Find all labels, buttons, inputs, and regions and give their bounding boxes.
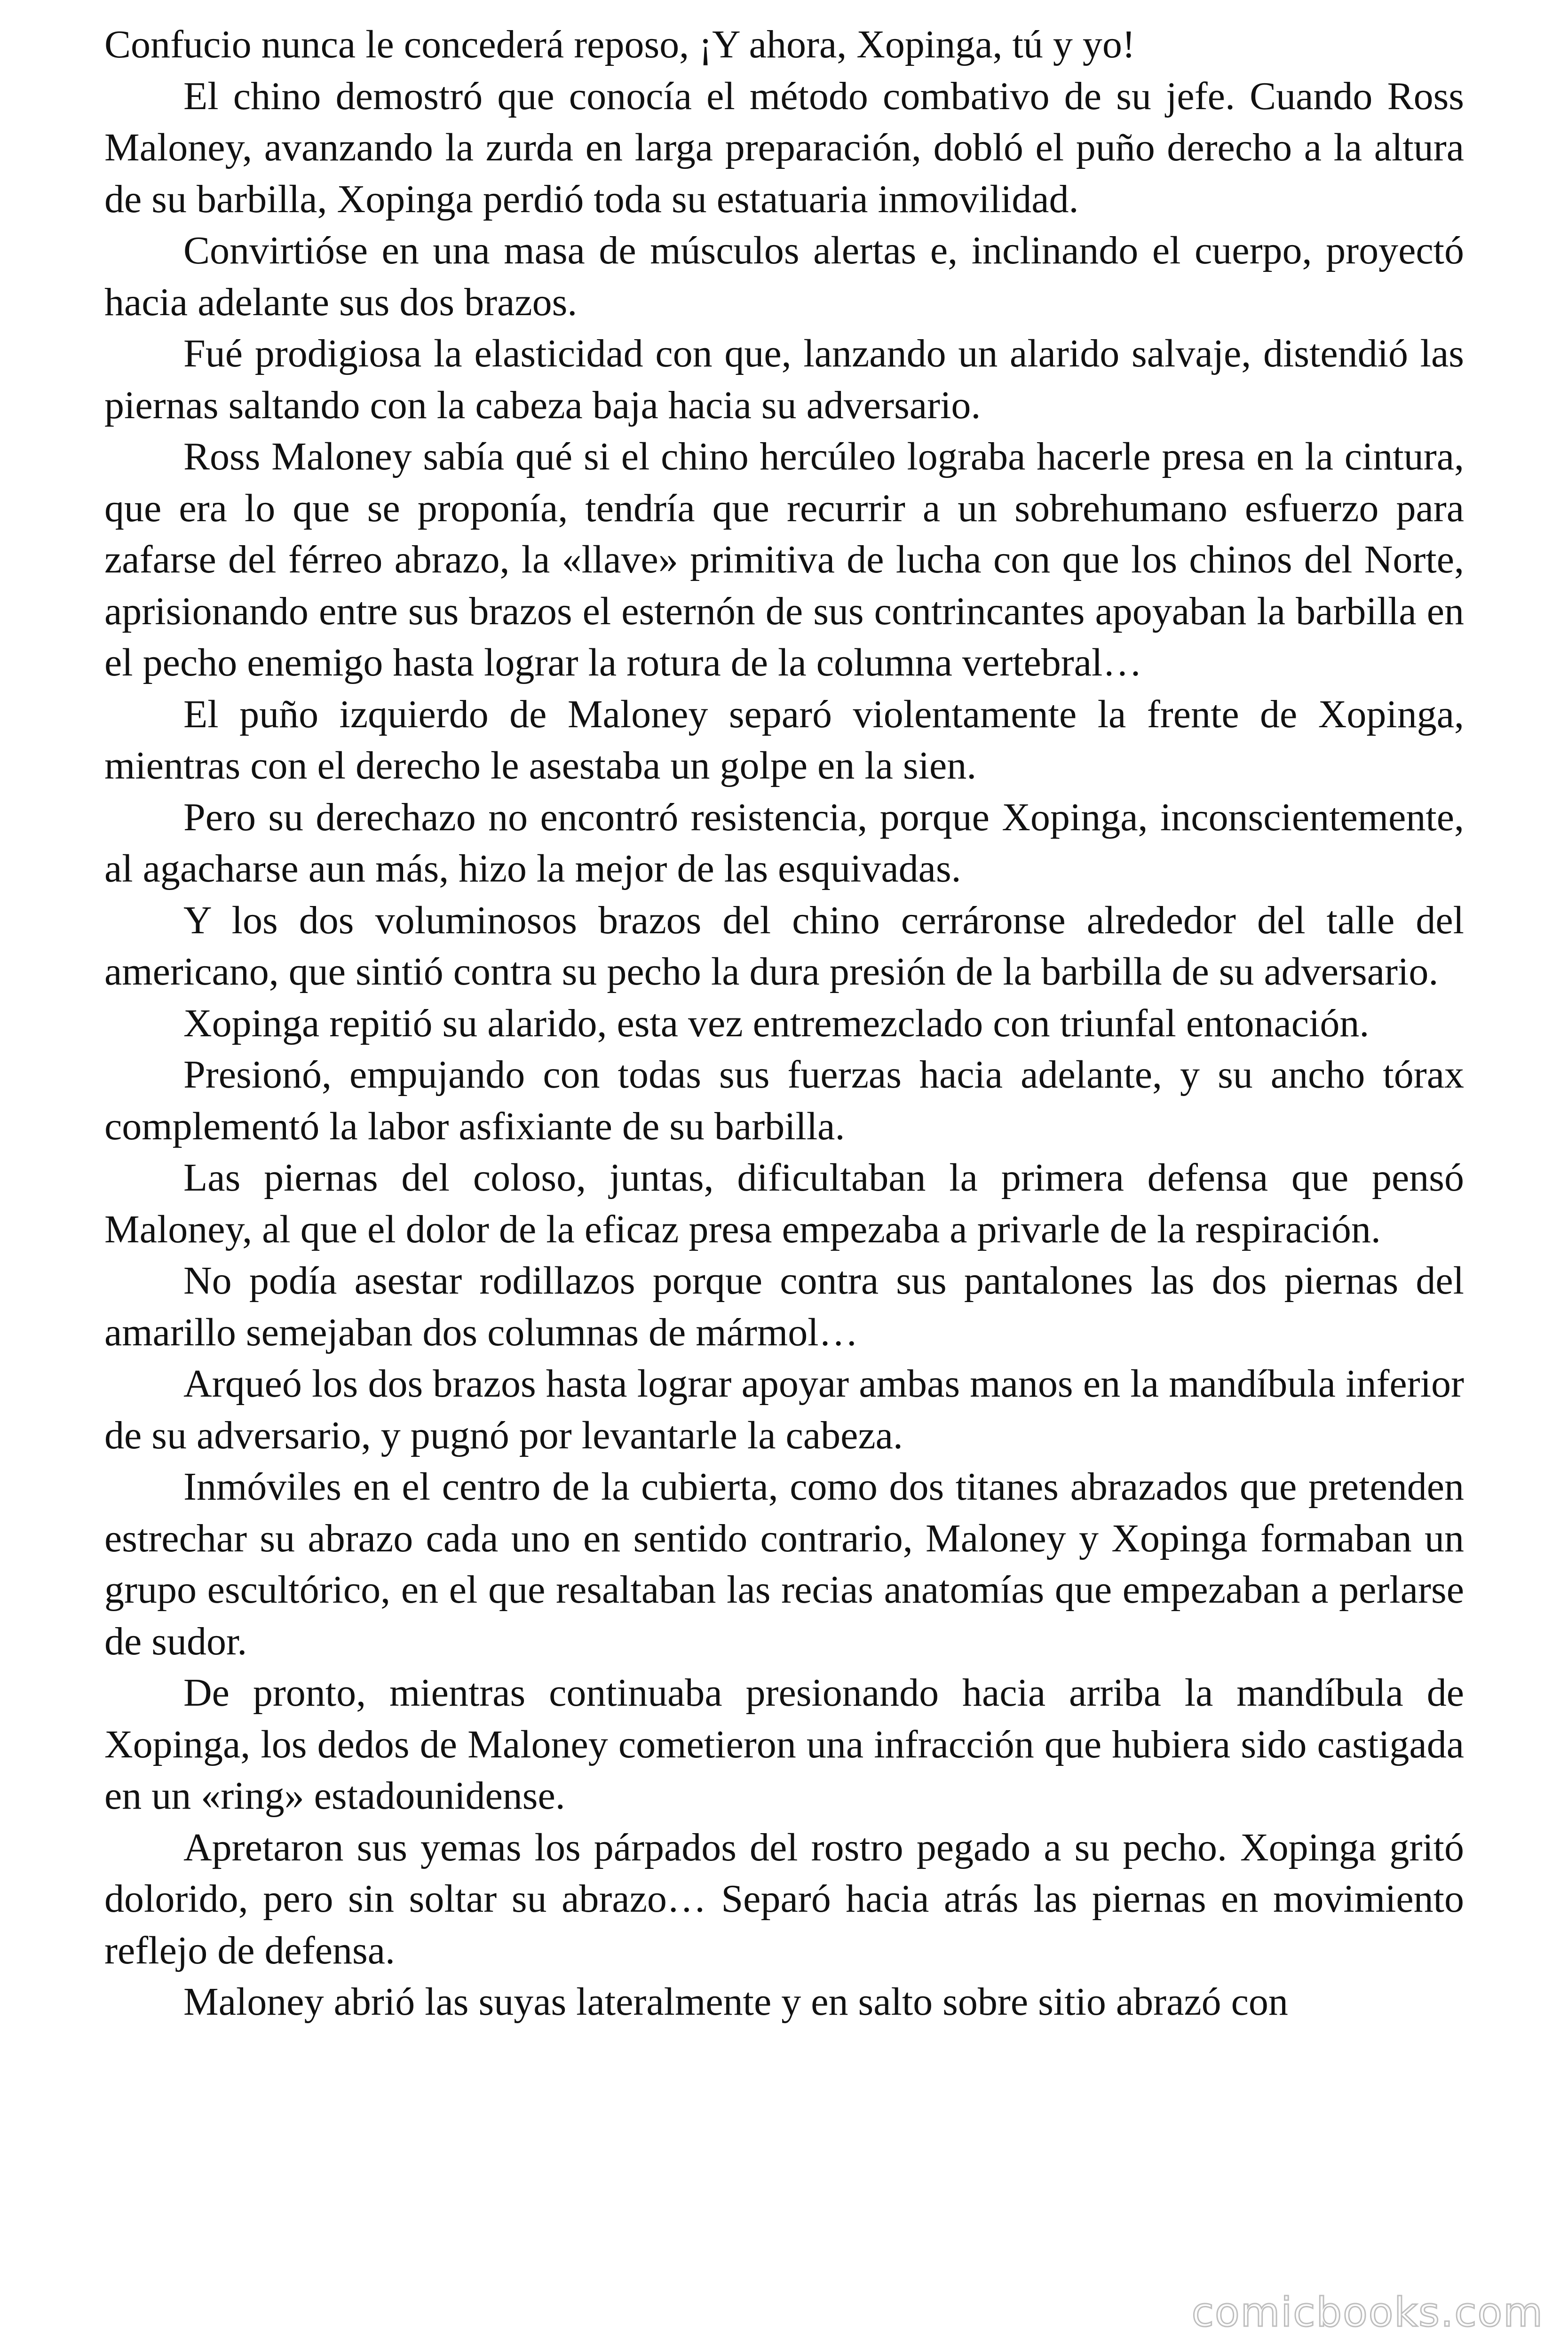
paragraph-4: Fué prodigiosa la elasticidad con que, lanzando un alarido salvaje, distendió las piernas saltando con la cabeza baja hacia su adversario. bbox=[104, 332, 1464, 427]
paragraph-6: El puño izquierdo de Maloney separó violentamente la frente de Xopinga, mientras con el derecho le asestaba un golpe en la sien. bbox=[104, 692, 1464, 787]
paragraph-8: Y los dos voluminosos brazos del chino cerráronse alrededor del talle del americano, que sintió contra su pecho la dura presión de la barbilla de su adversario. bbox=[104, 898, 1464, 993]
paragraph-12: No podía asestar rodillazos porque contra sus pantalones las dos piernas del amarillo semejaban dos columnas de mármol… bbox=[104, 1259, 1464, 1354]
paragraph-3: Convirtióse en una masa de músculos alertas e, inclinando el cuerpo, proyectó hacia adelante sus dos brazos. bbox=[104, 229, 1464, 324]
watermark: comicbooks.com bbox=[1191, 2289, 1544, 2336]
paragraph-13: Arqueó los dos brazos hasta lograr apoyar ambas manos en la mandíbula inferior de su adversario, y pugnó por levantarle la cabeza. bbox=[104, 1362, 1464, 1457]
paragraph-5: Ross Maloney sabía qué si el chino hercúleo lograba hacerle presa en la cintura, que era lo que se proponía, tendría que recurrir a un sobrehumano esfuerzo para zafarse del férreo abrazo, la «llave» primitiva de lucha con que los chinos del Norte, aprisionando entre sus brazos el esternón de sus contrincantes apoyaban la barbilla en el pecho enemigo hasta lograr la rotura de la columna vertebral… bbox=[104, 435, 1464, 684]
paragraph-11: Las piernas del coloso, juntas, dificultaban la primera defensa que pensó Maloney, al que el dolor de la eficaz presa empezaba a privarle de la respiración. bbox=[104, 1156, 1464, 1251]
paragraph-17: Maloney abrió las suyas lateralmente y en salto sobre sitio abrazó con bbox=[183, 1980, 1288, 2024]
paragraph-14: Inmóviles en el centro de la cubierta, como dos titanes abrazados que pretenden estrechar su abrazo cada uno en sentido contrario, Maloney y Xopinga formaban un grupo escultórico, en el que resaltaban las recias anatomías que empezaban a perlarse de sudor. bbox=[104, 1465, 1464, 1663]
paragraph-2: El chino demostró que conocía el método combativo de su jefe. Cuando Ross Maloney, avanzando la zurda en larga preparación, dobló el puño derecho a la altura de su barbilla, Xopinga perdió toda su estatuaria inmovilidad. bbox=[104, 74, 1464, 221]
paragraph-16: Apretaron sus yemas los párpados del rostro pegado a su pecho. Xopinga gritó dolorido, pero sin soltar su abrazo… Separó hacia atrás las piernas en movimiento reflejo de defensa. bbox=[104, 1825, 1464, 1972]
paragraph-15: De pronto, mientras continuaba presionando hacia arriba la mandíbula de Xopinga, los dedos de Maloney cometieron una infracción que hubiera sido castigada en un «ring» estadounidense. bbox=[104, 1671, 1464, 1818]
paragraph-10: Presionó, empujando con todas sus fuerzas hacia adelante, y su ancho tórax complementó la labor asfixiante de su barbilla. bbox=[104, 1053, 1464, 1148]
paragraph-9: Xopinga repitió su alarido, esta vez entremezclado con triunfal entonación. bbox=[183, 1001, 1370, 1045]
paragraph-1: Confucio nunca le concederá reposo, ¡Y ahora, Xopinga, tú y yo! bbox=[104, 23, 1135, 66]
paragraph-7: Pero su derechazo no encontró resistencia, porque Xopinga, inconscientemente, al agacharse aun más, hizo la mejor de las esquivadas. bbox=[104, 795, 1464, 890]
page-body bbox=[104, 19, 1464, 2028]
